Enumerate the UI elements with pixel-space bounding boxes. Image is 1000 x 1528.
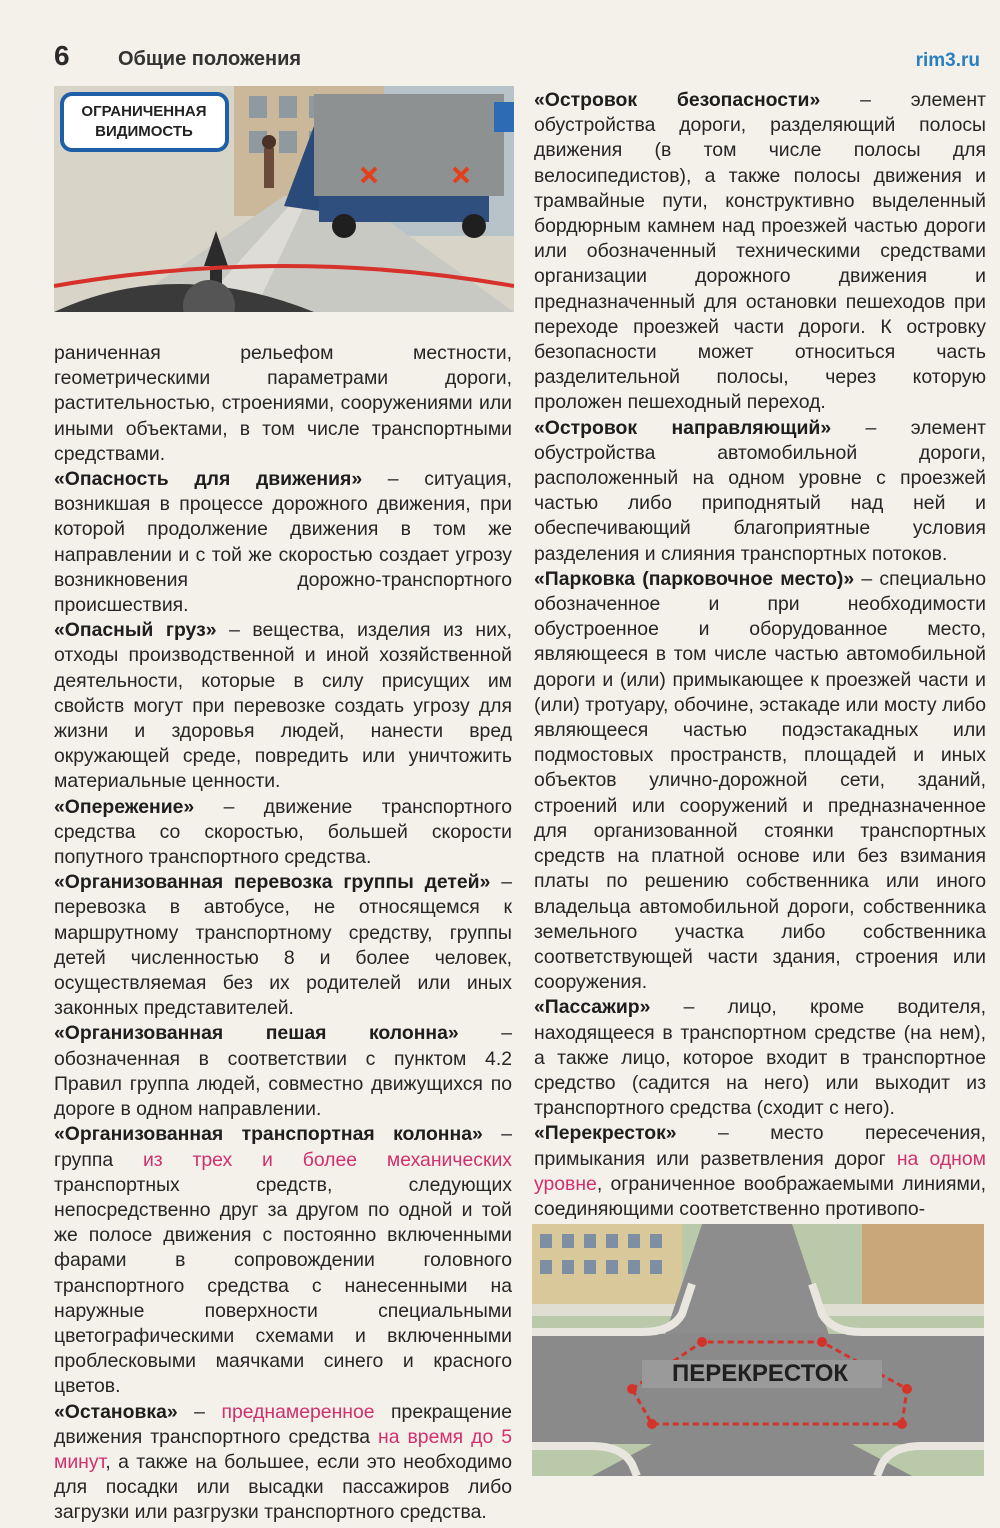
- intersection-illustration: [532, 1224, 984, 1476]
- definition-text: – место пересечения, примыкания или разветвления дорог: [534, 1122, 986, 1170]
- term: «Перекресток»: [534, 1122, 677, 1145]
- definition-stop: [54, 1400, 512, 1526]
- term: «Остановка»: [54, 1400, 178, 1423]
- highlighted-text: на время до 5 минут: [54, 1425, 512, 1473]
- definition-text: – вещества, изделия из них, отходы производственной и иной хозяйственной деятельности, которые в силу присущих им свойств могут при перевозке создать угрозу для жизни и здоровья людей, нанести вред окружающей среде, повредить или уничтожить материальные ценности.: [54, 619, 513, 793]
- definition-text: – лицо, кроме водителя, находящееся в транспортном средстве (на нем), а также лицо, которое входит в транспортное средство (садится на него) или выходит из транспортного средства (сходит с него).: [534, 996, 986, 1120]
- left-column: [54, 341, 512, 1526]
- definition-vehicle-column: [54, 1122, 512, 1399]
- definition-text: – элемент обустройства автомобильной дороги, расположенный на одном уровне с проезжей частью либо приподнятый над ней и обеспечивающий благоприятные условия разделения и слияния транспортных потоков.: [534, 416, 986, 565]
- definition-text: – обозначенная в соответствии с пунктом 4.2 Правил группа людей, совместно движущихся по дороге в одном направлении.: [54, 1022, 512, 1121]
- section-title: Общие положения: [118, 48, 302, 70]
- limited-visibility-label-line1: ОГРАНИЧЕННАЯ: [81, 103, 207, 120]
- definition-text: , а также на большее, если это необходимо для посадки или высадки пассажиров либо загрузки или разгрузки транспортного средства.: [54, 1450, 512, 1524]
- paragraph-text: раниченная рельефом местности, геометрическими параметрами дороги, растительностью, строениями, сооружениями или иными объектами, в том числе транспортными средствами.: [54, 342, 512, 465]
- highlighted-text: на одном уровне: [534, 1147, 986, 1195]
- definition-text: транспортных средств, следующих непосредственно друг за другом по одной и той же полосе движения с постоянно включенными фарами в сопровождении головного транспортного средства с нанесенными на наружные поверхности специальными цветографическими схемами и включенными проблесковыми маячками синего и красного цветов.: [54, 1173, 512, 1398]
- term: «Пассажир»: [534, 996, 651, 1019]
- right-column: [534, 88, 986, 1222]
- definition-text: прекращение движения транспортного средства: [54, 1400, 513, 1448]
- definition-text: – специально обозначенное и при необходимости обустроенное и оборудованное место, являющееся в том числе частью автомобильной дороги и (или) примыкающее к проезжей части и (или) тротуару, обочине, эстакаде или мосту либо являющееся частью подэстакадных или подмостовых пространств, площадей и иных объектов улично-дорожной сети, зданий, строений или сооружений и предназначенное для организованной стоянки транспортных средств на платной основе или без взимания платы по решению собственника или иного владельца автомобильной дороги, собственника земельного участка либо собственника соответствующей части здания, строения или сооружения.: [534, 567, 987, 994]
- definition-hazard: [54, 467, 512, 618]
- definition-text: , ограниченное воображаемыми линиями, соединяющими соответственно противопо-: [534, 1172, 986, 1220]
- term: «Опережение»: [54, 795, 195, 818]
- term: «Организованная пешая колонна»: [54, 1022, 459, 1045]
- limited-visibility-illustration: [54, 86, 514, 312]
- definition-guide-island: [534, 416, 986, 567]
- page-number: 6: [54, 40, 70, 71]
- limited-visibility-scene: [54, 86, 514, 312]
- intersection-label: ПЕРЕКРЕСТОК: [671, 1360, 849, 1387]
- definition-text: – группа: [54, 1123, 512, 1171]
- definition-text: – перевозка в автобусе, не относящемся к маршрутному транспортному средству, группы детей численностью 8 и более человек, осуществляемая без их родителей или иных законных представителей.: [54, 871, 512, 1020]
- definition-safety-island: [534, 88, 986, 416]
- definition-text: – элемент обустройства дороги, разделяющий полосы движения (в том числе полосы для велосипедистов), а также полосы движения и трамвайные пути, конструктивно выделенный бордюрным камнем над проезжей частью дороги или обозначенный техническими средствами организации дорожного движения и предназначенный для остановки пешеходов при переходе проезжей части дороги. К островку безопасности может относиться часть разделительной полосы, через которую проложен пешеходный переход.: [534, 89, 986, 414]
- definition-text: – ситуация, возникшая в процессе дорожного движения, при которой продолжение движения в том же направлении и с той же скоростью создает угрозу возникновения дорожно-транспортного происшествия.: [54, 468, 512, 617]
- definition-pedestrian-column: [54, 1021, 512, 1122]
- definition-text: –: [177, 1400, 222, 1423]
- limited-visibility-label-line2: ВИДИМОСТЬ: [95, 123, 193, 140]
- paragraph: [54, 341, 512, 467]
- page-header: [0, 0, 1000, 80]
- definition-intersection: [534, 1121, 986, 1222]
- term: «Организованная перевозка группы детей»: [54, 871, 491, 894]
- highlighted-text: преднамеренное: [221, 1400, 375, 1423]
- highlighted-text: из трех и более механических: [142, 1148, 512, 1171]
- definition-text: – движение транспортного средства со скоростью, большей скорости попутного транспортного средства.: [54, 795, 512, 869]
- term: «Опасный груз»: [54, 619, 217, 642]
- term: «Парковка (парковочное место)»: [534, 567, 855, 590]
- term: «Организованная транспортная колонна»: [54, 1123, 483, 1146]
- term: «Островок безопасности»: [534, 89, 821, 111]
- definition-outpacing: [54, 795, 512, 871]
- term: «Опасность для движения»: [54, 468, 363, 491]
- definition-parking: [534, 567, 986, 995]
- site-link[interactable]: rim3.ru: [915, 50, 980, 71]
- definition-children-transport: [54, 870, 512, 1021]
- term: «Островок направляющий»: [534, 416, 832, 439]
- definition-passenger: [534, 995, 986, 1121]
- definition-dangerous-cargo: [54, 618, 512, 794]
- intersection-scene: [532, 1224, 984, 1476]
